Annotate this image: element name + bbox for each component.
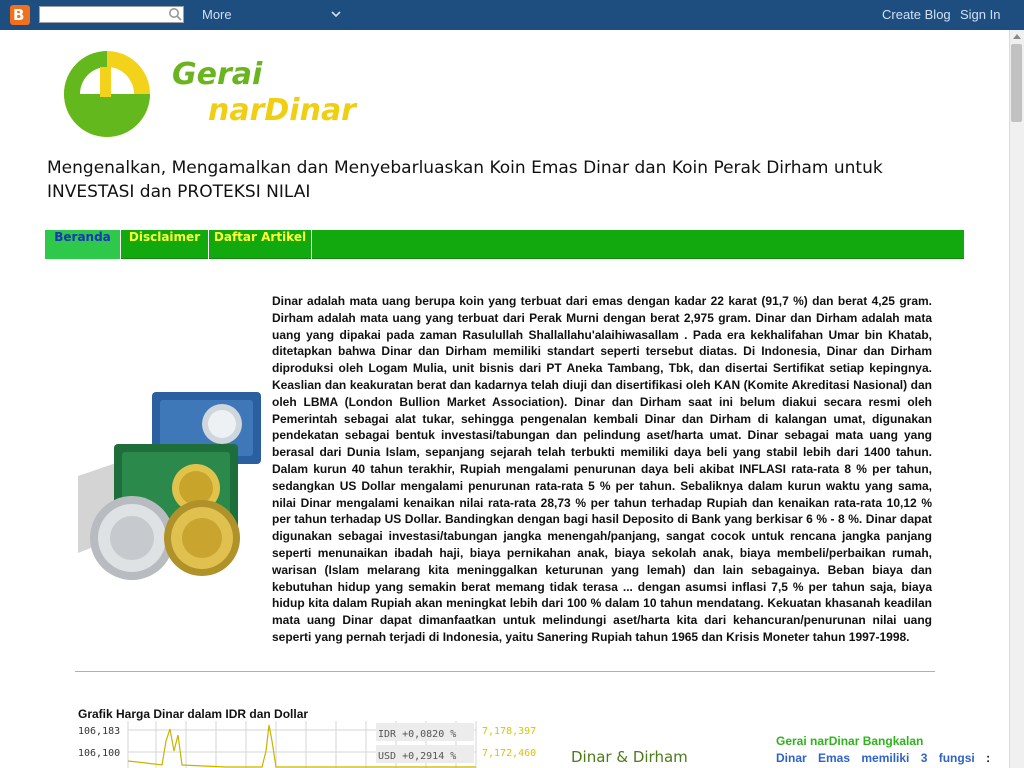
dinar-price-chart: [76, 721, 546, 768]
navbar-search-input[interactable]: [39, 6, 184, 23]
navbar-more-link[interactable]: More: [202, 7, 232, 22]
chart-idr-change: IDR +0,0820 %: [378, 729, 457, 740]
scroll-up-arrow-icon[interactable]: [1013, 34, 1021, 39]
chart-usd-change: USD +0,2914 %: [378, 751, 457, 762]
main-menu: [45, 230, 964, 259]
scrollbar-thumb[interactable]: [1011, 44, 1022, 122]
menu-item-disclaimer[interactable]: Disclaimer: [121, 230, 209, 259]
chart-tick-left-2: 106,100: [78, 748, 121, 759]
site-logo[interactable]: [60, 48, 405, 140]
menu-item-daftar-artikel[interactable]: Daftar Artikel: [209, 230, 312, 259]
dinar-dirham-coins-image: [76, 388, 264, 580]
article-text: Dinar adalah mata uang berupa koin yang terbuat dari emas dengan kadar 22 karat (91,7 %) dan berat 4,25 gram. Dirham adalah mata uang yang terbuat dari Perak Murni dengan berat 2,975 gram. Dinar dan Dirham adalah mata uang yang dipakai pada zaman Rasulullah Shallallahu'alaihiwasallam . Pada era kekhalifahan Umar bin Khatab, ditetapkan bahwa Dinar dan Dirham memiliki standart seperti tersebut diatas. Di Indonesia, Dinar dan Dirham diproduksi oleh Logam Mulia, unit bisnis dari PT Aneka Tambang, Tbk, dan disertai Sertifikat setiap kepingnya. Keaslian dan keakuratan berat dan kadarnya telah diuji dan disertifikasi oleh KAN (Komite Akreditasi Nasional) dan oleh LBMA (London Bullion Market Association). Dinar dan Dirham saat ini belum diakui secara resmi oleh Pemerintah sebagai alat tukar, sehingga pengenalan kembali Dinar dan Dirham di kalangan umat, digunakan pendekatan sebagai bentuk investasi/tabungan dan pelindung aset/harta umat. Dinar sebagai mata uang yang berasal dari Dunia Islam, sepanjang sejarah telah terbukti memiliki daya beli yang stabil lebih dari 1400 tahun. Dalam kurun 40 tahun terakhir, Rupiah mengalami penurunan daya beli akibat INFLASI rata-rata 8 % per tahun, sedangkan US Dollar mengalami penurunan rata-rata 5 % per tahun. Sebaliknya dalam kurun waktu yang sama, nilai Dinar mengalami kenaikan nilai rata-rata 28,73 % per tahun terhadap Rupiah dan kenaikan rata-rata 10,12 % per tahun terhadap US Dollar. Bandingkan dengan bagi hasil Deposito di Bank yang berkisar 6 % - 8 %. Dinar dapat digunakan sebagai investasi/tabungan jangka menengah/panjang, sangat cocok untuk rencana jangka panjang seperti menunaikan ibadah haji, biaya pernikahan anak, biaya sekolah anak, biaya membeli/perbaikan rumah, warisan (Islam melarang kita meninggalkan keturunan yang lemah) dan lain sebagainya. Beban biaya dan kebutuhan hidup yang semakin berat memang tidak terasa ... dengan asumsi inflasi 7,5 % per tahun saja, biaya hidup kita dalam Rupiah akan meningkat lebih dari 100 % dalam 10 tahun mendatang. Kekuatan khasanah keadilan mata uang Dinar dapat dimanfaatkan untuk melindungi aset/harta kita dari kehancuran/penurunan nilai uang seperti yang pernah terjadi di Indonesia, yaitu Sanering Rupiah tahun 1965 dan Krisis Moneter tahun 1997-1998.: [272, 294, 932, 644]
create-blog-link[interactable]: Create Blog: [882, 7, 951, 22]
chevron-down-icon[interactable]: [330, 9, 342, 19]
page-scrollbar[interactable]: [1009, 30, 1024, 768]
price-chart-title: Grafik Harga Dinar dalam IDR dan Dollar: [78, 707, 309, 721]
sidebar-text-link[interactable]: Dinar Emas memiliki 3 fungsi: [776, 751, 975, 765]
menu-item-beranda[interactable]: Beranda: [45, 230, 121, 259]
logo-emblem-icon: [64, 51, 150, 137]
search-icon[interactable]: [168, 7, 182, 21]
blogger-icon[interactable]: B: [10, 5, 30, 25]
blog-tagline: Mengenalkan, Mengamalkan dan Menyebarluaskan Koin Emas Dinar dan Koin Perak Dirham untuk INVESTASI dan PROTEKSI NILAI: [47, 158, 883, 202]
sign-in-link[interactable]: Sign In: [960, 7, 1001, 22]
chart-tick-right-2: 7,172,460: [482, 748, 537, 759]
dinar-dirham-widget-title[interactable]: Dinar & Dirham: [571, 748, 688, 766]
sidebar-title: Gerai narDinar Bangkalan: [776, 734, 924, 748]
chart-tick-right-1: 7,178,397: [482, 726, 537, 737]
chart-tick-left-1: 106,183: [78, 726, 121, 737]
logo-text-line2: narDinar: [208, 93, 356, 128]
section-divider: [75, 671, 935, 672]
logo-text-line1: Gerai: [172, 57, 263, 92]
sidebar-text-colon: :: [986, 751, 991, 765]
sidebar-text: [776, 751, 991, 765]
